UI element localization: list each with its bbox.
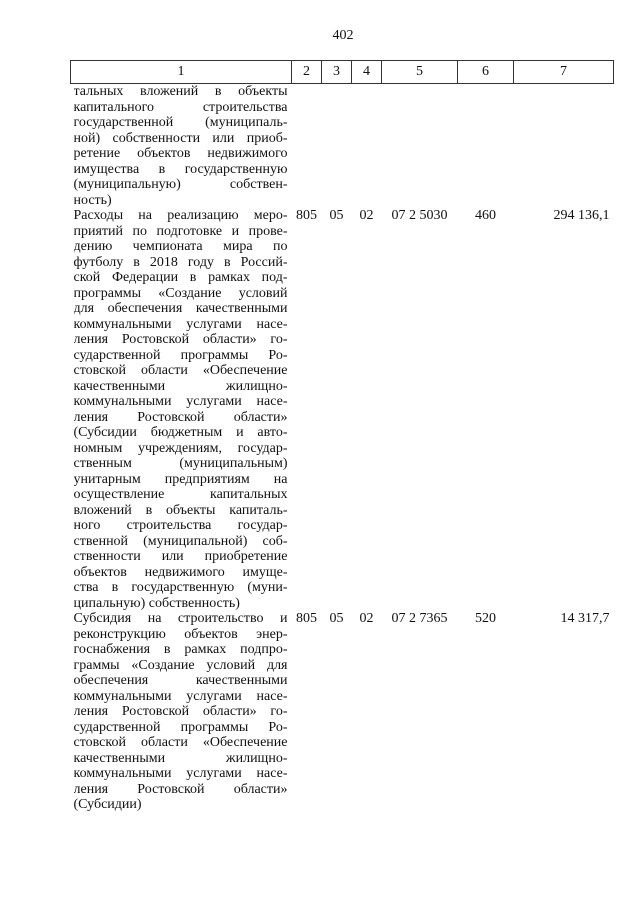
description-line: ления Ростовской области» го- — [73, 704, 288, 719]
description-line: ной) собственности или приоб- — [73, 130, 288, 146]
description-line: объектов недвижимого имуще- — [73, 564, 288, 580]
description-line: государственной (муниципаль- — [73, 115, 288, 130]
description-line: коммунальными услугами насе- — [73, 316, 288, 332]
ministry-code-cell: 805 — [296, 611, 317, 626]
description-line: реконструкцию объектов энер- — [73, 626, 288, 642]
target-article-cell — [382, 84, 458, 209]
table-row — [71, 84, 614, 209]
table-row — [71, 611, 614, 813]
description-line: ретение объектов недвижимого — [73, 146, 288, 161]
section-code-cell — [322, 84, 352, 209]
description-line: качественными жилищно- — [73, 750, 288, 766]
description-line: программы «Создание условий — [73, 285, 288, 301]
subsection-code-cell: 02 — [359, 208, 374, 223]
description-line: сударственной программы Ро- — [73, 347, 288, 363]
description-line: ственным (муниципальным) — [73, 456, 288, 471]
description-line: стовской области «Обеспечение — [73, 735, 288, 750]
column-header-6: 6 — [458, 61, 514, 84]
description-line: ственности или приобретение — [73, 549, 288, 564]
description-line: приятий по подготовке и прове- — [73, 223, 288, 239]
description-line: ления Ростовской области» — [73, 781, 288, 797]
description-line: тальных вложений в объекты — [73, 84, 288, 99]
description-line: Расходы на реализацию меро- — [73, 208, 288, 223]
description-line: сударственной программы Ро- — [73, 719, 288, 735]
subsection-code-cell — [352, 84, 382, 209]
expense-type-cell: 460 — [475, 208, 496, 223]
table-header-row — [71, 61, 614, 84]
table-row — [71, 208, 614, 611]
description-line: унитарным предприятиям на — [73, 471, 288, 487]
description-line: ления Ростовской области» — [73, 409, 288, 425]
description-line: ципальную) собственность) — [73, 595, 240, 611]
description-line: (Субсидии бюджетным и авто- — [73, 425, 288, 440]
budget-table — [70, 60, 614, 813]
description-line: граммы «Создание условий для — [73, 657, 288, 673]
subsection-code-cell: 02 — [359, 611, 374, 626]
amount-cell: 294 136,1 — [553, 208, 610, 223]
column-header-5: 5 — [382, 61, 458, 84]
description-line: дению чемпионата мира по — [73, 239, 288, 254]
description-line: (муниципальную) собствен- — [73, 177, 288, 192]
expense-type-cell: 520 — [475, 611, 496, 626]
column-header-4: 4 — [352, 61, 382, 84]
description-line: ственной (муниципальной) соб- — [73, 533, 288, 549]
description-line: качественными жилищно- — [73, 378, 288, 394]
description-line: коммунальными услугами насе- — [73, 394, 288, 409]
description-line: капитального строительства — [73, 99, 288, 115]
target-article-cell: 07 2 7365 — [391, 611, 448, 626]
description-line: стовской области «Обеспечение — [73, 363, 288, 378]
column-header-2: 2 — [292, 61, 322, 84]
section-code-cell: 05 — [329, 208, 344, 223]
description-line: номным учреждениям, государ- — [73, 440, 288, 456]
expense-description — [71, 611, 292, 813]
description-line: ного строительства государ- — [73, 518, 288, 533]
section-code-cell: 05 — [329, 611, 344, 626]
description-line: футболу в 2018 году в Россий- — [73, 254, 288, 270]
description-line: имущества в государственную — [73, 161, 288, 177]
description-line: для обеспечения качественными — [73, 301, 288, 316]
amount-cell: 14 317,7 — [560, 611, 610, 626]
column-header-3: 3 — [322, 61, 352, 84]
description-line: ность) — [73, 192, 112, 208]
description-line: ской Федерации в рамках под- — [73, 270, 288, 285]
description-line: госнабжения в рамках подпро- — [73, 642, 288, 657]
page-number: 402 — [332, 28, 354, 43]
description-line: коммунальными услугами насе- — [73, 688, 288, 704]
expense-type-cell — [458, 84, 514, 209]
ministry-code-cell: 805 — [296, 208, 317, 223]
column-header-7: 7 — [514, 61, 614, 84]
description-line: ления Ростовской области» го- — [73, 332, 288, 347]
description-line: вложений в объекты капиталь- — [73, 502, 288, 518]
expense-description — [71, 84, 292, 209]
target-article-cell: 07 2 5030 — [391, 208, 448, 223]
column-header-1: 1 — [71, 61, 292, 84]
ministry-code-cell — [292, 84, 322, 209]
description-line: ства в государственную (муни- — [73, 580, 288, 595]
amount-cell — [514, 84, 614, 209]
description-line: коммунальными услугами насе- — [73, 766, 288, 781]
description-line: обеспечения качественными — [73, 673, 288, 688]
description-line: Субсидия на строительство и — [73, 611, 288, 626]
expense-description — [71, 208, 292, 611]
description-line: осуществление капитальных — [73, 487, 288, 502]
description-line: (Субсидии) — [73, 797, 142, 812]
table-body — [71, 84, 614, 813]
